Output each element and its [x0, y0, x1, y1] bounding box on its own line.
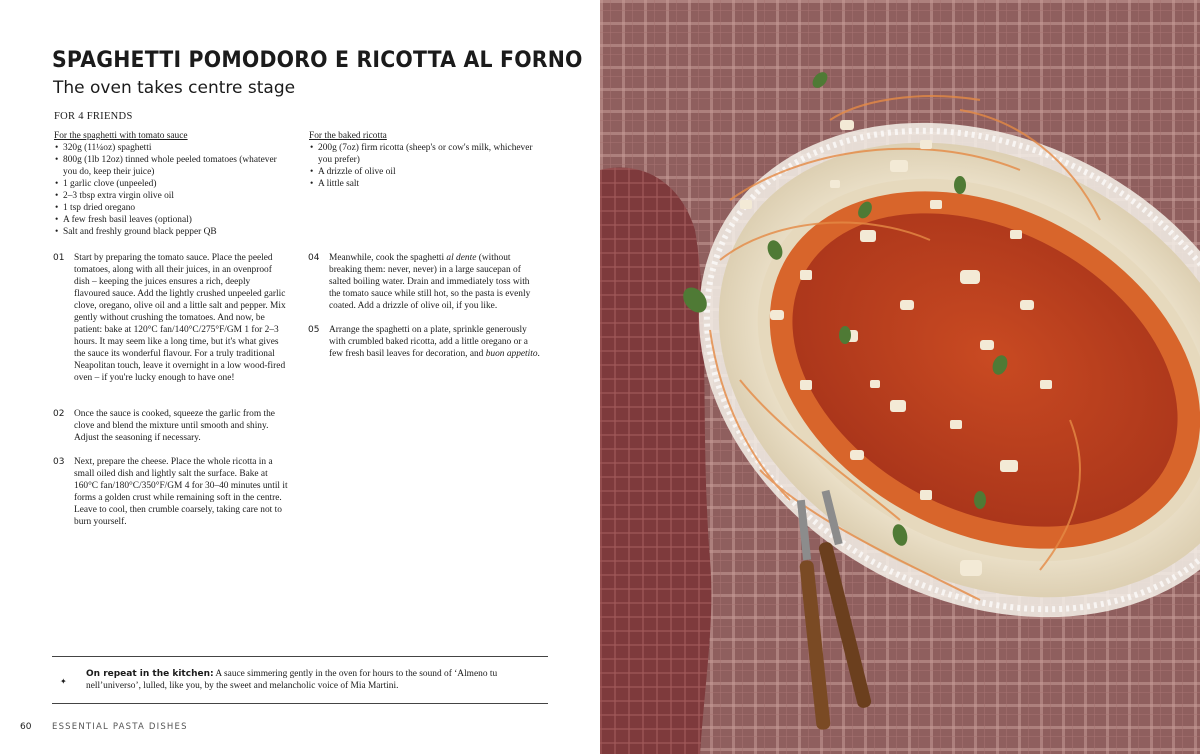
step-text-part: (without breaking them: never, never) in a large saucepan of salted boiling water. Drain and immediately toss with the tomato sauce while still hot, so the pasta is evenly coated. Add a drizzle of olive oil, if you like.	[329, 253, 531, 311]
recipe-title: SPAGHETTI POMODORO E RICOTTA AL FORNO	[52, 48, 583, 73]
note-lead: On repeat in the kitchen:	[86, 669, 214, 679]
step-text-italic: buon appetito	[485, 349, 538, 359]
step-text-italic: al dente	[446, 253, 477, 263]
step-number: 05	[308, 325, 320, 335]
kitchen-note	[86, 668, 536, 692]
ingredients-spaghetti	[54, 130, 284, 238]
note-text: A sauce simmering gently in the oven for hours to the sound of ‘Almeno tu nell’universo’, lulled, like you, by the sweet and melancholic voice of Mia Martini.	[86, 669, 498, 691]
step-text	[329, 252, 543, 312]
ingredient-item: • 320g (11¼oz) spaghetti	[54, 142, 284, 154]
ingredient-item: • 1 garlic clove (unpeeled)	[54, 178, 284, 190]
ingredient-item: • 800g (1lb 12oz) tinned whole peeled tomatoes (whatever you do, keep their juice)	[54, 154, 284, 178]
spaghetti-plate-photo	[600, 0, 1200, 754]
step-text-part: .	[537, 349, 540, 359]
ingredient-item: • 200g (7oz) firm ricotta (sheep's or cow's milk, whichever you prefer)	[309, 142, 539, 166]
step-text: Start by preparing the tomato sauce. Place the peeled tomatoes, along with all their juices, in an ovenproof dish – keeping the juices ensures a rich, deeply flavoured sauce. Add the lightly crushed unpeeled garlic clove, oregano, olive oil and a little salt and pepper. Mix gently without crushing the tomatoes. And now, be patient: bake at 120°C fan/140°C/275°F/GM 1 for 2–3 hours. It may seem like a long time, but it's what gives the sauce its wonderful flavour. For a truly traditional Neapolitan touch, leave it overnight in a low wood-fired oven – if you're lucky enough to have one!	[74, 253, 286, 383]
running-title: ESSENTIAL PASTA DISHES	[52, 722, 188, 732]
step-number: 02	[53, 409, 65, 419]
recipe-subtitle: The oven takes centre stage	[53, 78, 296, 98]
ingredient-item: • A few fresh basil leaves (optional)	[54, 214, 284, 226]
step-text: Next, prepare the cheese. Place the whole ricotta in a small oiled dish and lightly salt the surface. Bake at 160°C fan/180°C/350°F/GM 4 for 30–40 minutes until it forms a golden crust while remaining soft in the centre. Leave to cool, then crumble coarsely, taking care not to burn yourself.	[74, 457, 288, 527]
step-text: Once the sauce is cooked, squeeze the garlic from the clove and blend the mixture until smooth and shiny. Adjust the seasoning if necessary.	[74, 409, 275, 443]
page-number: 60	[20, 722, 32, 732]
servings-label: FOR 4 FRIENDS	[54, 111, 133, 122]
ingredient-list	[309, 142, 539, 190]
step-number: 01	[53, 253, 65, 263]
ingredient-item: • Salt and freshly ground black pepper QB	[54, 226, 284, 238]
star-bullet-icon: ✦	[60, 677, 67, 686]
ingredients-heading: For the baked ricotta	[309, 131, 387, 141]
ingredient-item: • 2–3 tbsp extra virgin olive oil	[54, 190, 284, 202]
note-bottom-divider	[52, 703, 548, 704]
photo-illustration	[600, 0, 1200, 754]
step-number: 03	[53, 457, 65, 467]
step-number: 04	[308, 253, 320, 263]
ingredient-item: • A little salt	[309, 178, 539, 190]
ingredient-item: • 1 tsp dried oregano	[54, 202, 284, 214]
step-text	[329, 324, 543, 360]
ingredient-list	[54, 142, 284, 238]
note-top-divider	[52, 656, 548, 657]
step-text-part: Arrange the spaghetti on a plate, sprinkle generously with crumbled baked ricotta, add a little oregano or a few fresh basil leaves for decoration, and	[329, 325, 528, 359]
napkin	[600, 168, 711, 754]
step-text-part: Meanwhile, cook the spaghetti	[329, 253, 447, 263]
ingredients-heading: For the spaghetti with tomato sauce	[54, 131, 188, 141]
ingredient-item: • A drizzle of olive oil	[309, 166, 539, 178]
ingredients-ricotta	[309, 130, 539, 190]
